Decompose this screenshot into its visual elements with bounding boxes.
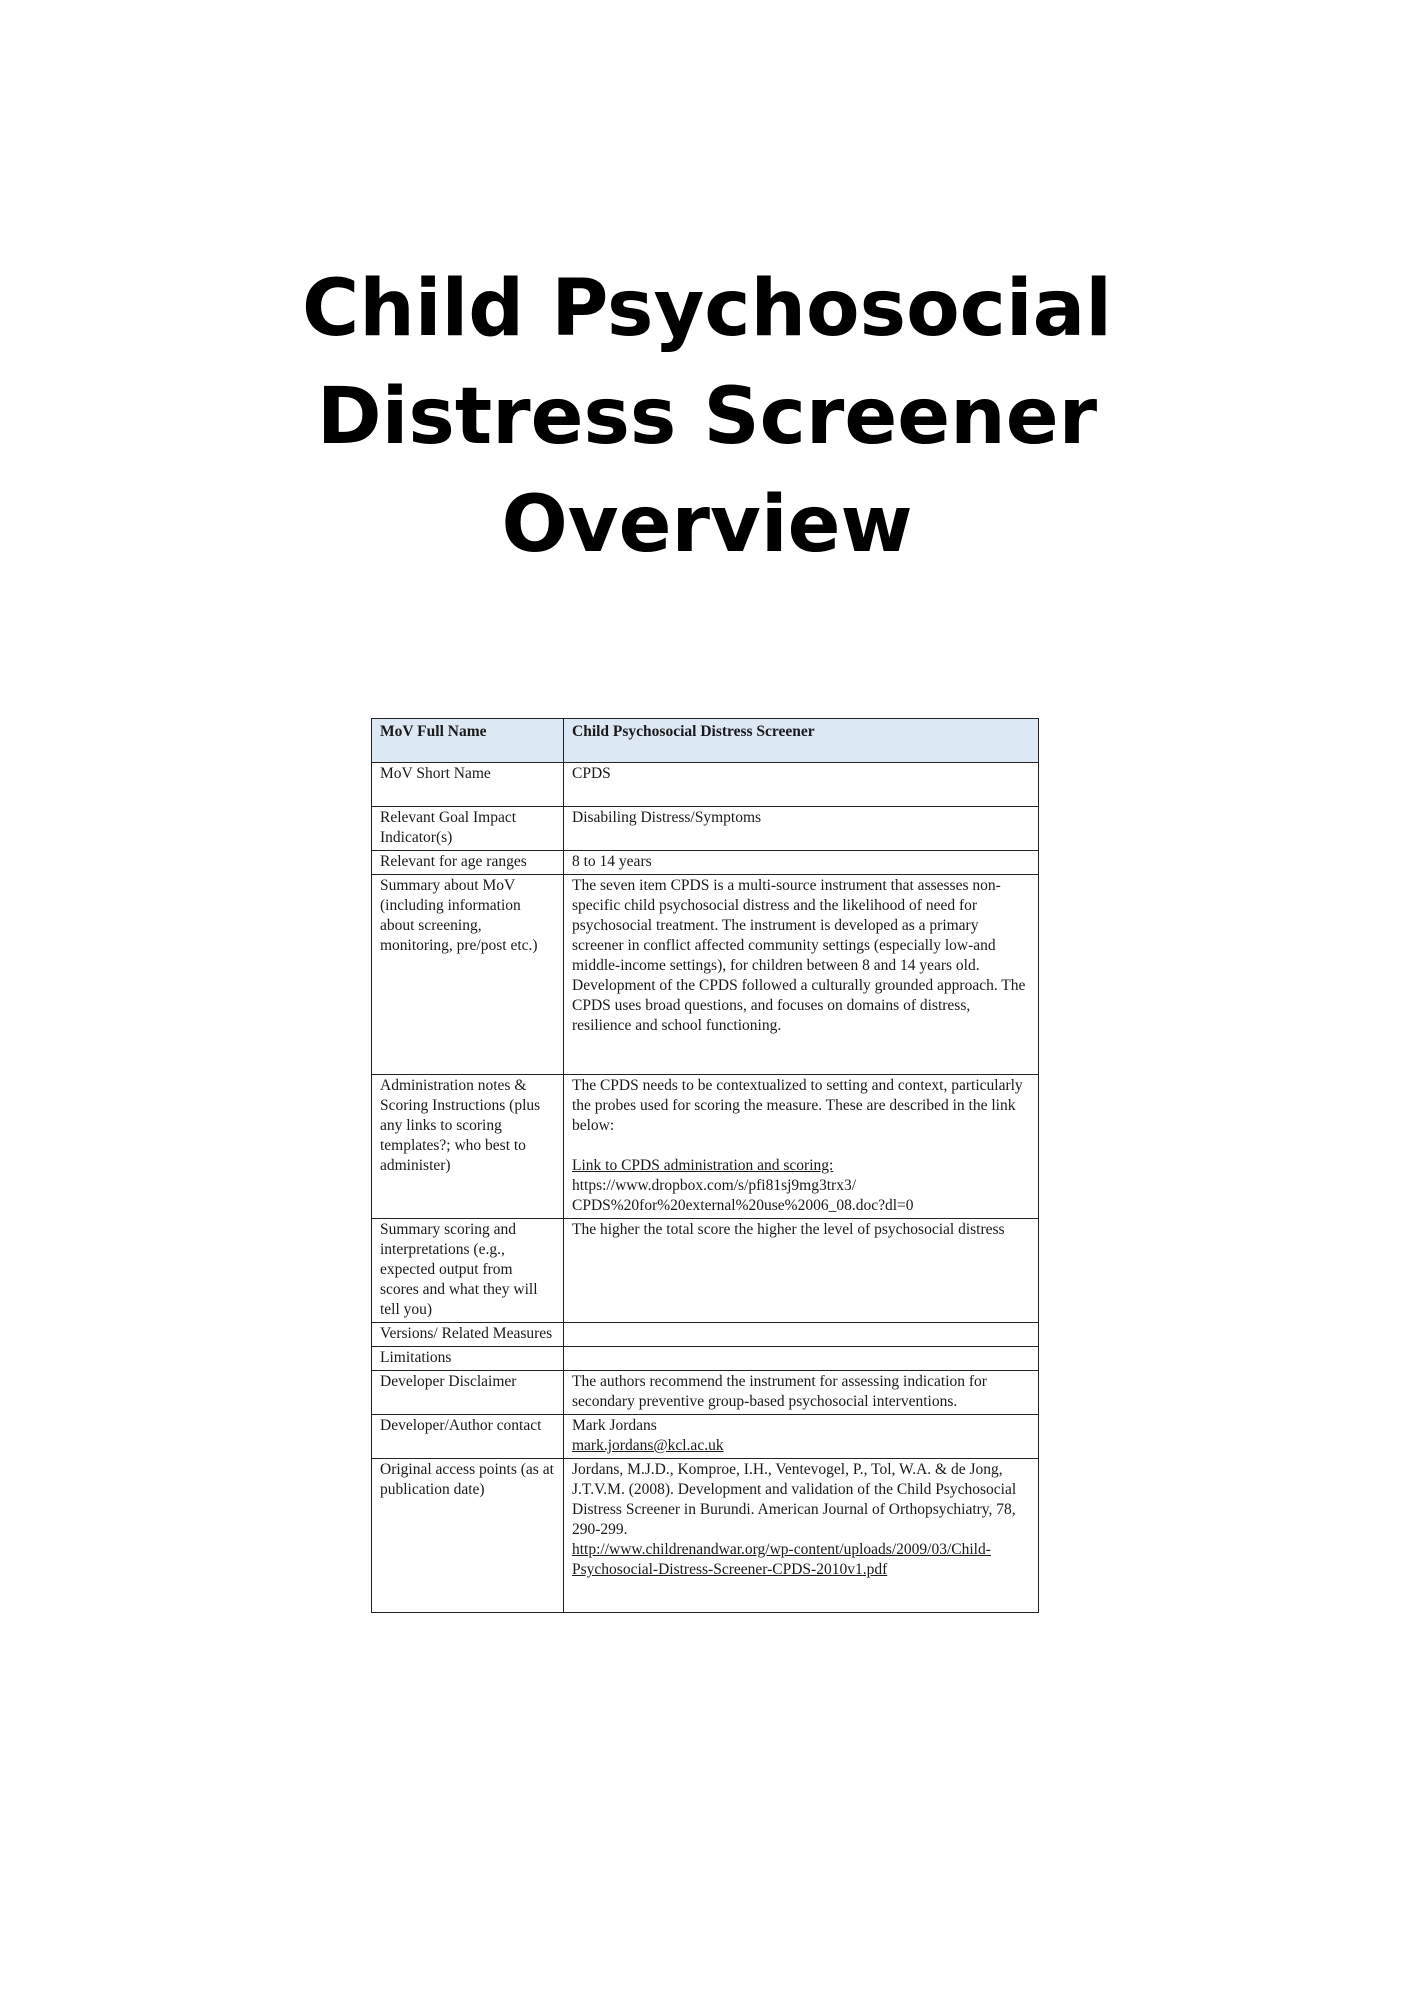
row-value-full-name: Child Psychosocial Distress Screener bbox=[564, 719, 1039, 763]
contact-name: Mark Jordans bbox=[572, 1417, 657, 1434]
row-label-access: Original access points (as at publication date) bbox=[372, 1459, 564, 1613]
table-row-administration bbox=[372, 1075, 1039, 1219]
table-row-disclaimer bbox=[372, 1371, 1039, 1415]
row-label-summary: Summary about MoV (including information about screening, monitoring, pre/post etc.) bbox=[372, 875, 564, 1075]
page-title-line-1: Child Psychosocial bbox=[301, 264, 1112, 354]
row-label-scoring: Summary scoring and interpretations (e.g., expected output from scores and what they will tell you) bbox=[372, 1219, 564, 1323]
row-label-contact: Developer/Author contact bbox=[372, 1415, 564, 1459]
row-value-disclaimer: The authors recommend the instrument for assessing indication for secondary preventive group-based psychosocial interventions. bbox=[564, 1371, 1039, 1415]
table-row-scoring bbox=[372, 1219, 1039, 1323]
row-value-short-name: CPDS bbox=[564, 763, 1039, 807]
table-row-limitations bbox=[372, 1347, 1039, 1371]
row-value-scoring: The higher the total score the higher the level of psychosocial distress bbox=[564, 1219, 1039, 1323]
page-title-line-3: Overview bbox=[501, 480, 913, 570]
administration-url-line-1: https://www.dropbox.com/s/pfi81sj9mg3trx3/ bbox=[572, 1177, 857, 1194]
contact-email-link[interactable]: mark.jordans@kcl.ac.uk bbox=[572, 1437, 724, 1454]
row-label-disclaimer: Developer Disclaimer bbox=[372, 1371, 564, 1415]
row-value-limitations bbox=[564, 1347, 1039, 1371]
row-value-versions bbox=[564, 1323, 1039, 1347]
row-label-administration: Administration notes & Scoring Instructions (plus any links to scoring templates?; who best to administer) bbox=[372, 1075, 564, 1219]
row-label-limitations: Limitations bbox=[372, 1347, 564, 1371]
row-value-access bbox=[564, 1459, 1039, 1613]
table-row-full-name bbox=[372, 719, 1039, 763]
page-title bbox=[0, 255, 1414, 579]
row-label-age-ranges: Relevant for age ranges bbox=[372, 851, 564, 875]
table-row-contact bbox=[372, 1415, 1039, 1459]
row-value-summary: The seven item CPDS is a multi-source instrument that assesses non-specific child psychosocial distress and the likelihood of need for psychosocial treatment. The instrument is developed as a primary screener in conflict affected community settings (especially low-and middle-income settings), for children between 8 and 14 years old. Development of the CPDS followed a culturally grounded approach. The CPDS uses broad questions, and focuses on domains of distress, resilience and school functioning. bbox=[564, 875, 1039, 1075]
row-label-versions: Versions/ Related Measures bbox=[372, 1323, 564, 1347]
table-row-versions bbox=[372, 1323, 1039, 1347]
access-citation: Jordans, M.J.D., Komproe, I.H., Ventevogel, P., Tol, W.A. & de Jong, J.T.V.M. (2008). Development and validation of the Child Psychosocial Distress Screener in Burundi. American Journal of Orthopsychiatry, 78, 290-299. bbox=[572, 1461, 1017, 1538]
administration-text: The CPDS needs to be contextualized to setting and context, particularly the probes used for scoring the measure. These are described in the link below: bbox=[572, 1077, 1023, 1134]
table-row-short-name bbox=[372, 763, 1039, 807]
row-value-contact bbox=[564, 1415, 1039, 1459]
table-row-age-ranges bbox=[372, 851, 1039, 875]
administration-link-label[interactable]: Link to CPDS administration and scoring: bbox=[572, 1157, 834, 1174]
access-url-link[interactable]: http://www.childrenandwar.org/wp-content/uploads/2009/03/Child-Psychosocial-Distress-Screener-CPDS-2010v1.pdf bbox=[572, 1541, 991, 1578]
table-row-goal-impact bbox=[372, 807, 1039, 851]
row-value-goal-impact: Disabiling Distress/Symptoms bbox=[564, 807, 1039, 851]
table-row-summary bbox=[372, 875, 1039, 1075]
page-title-line-2: Distress Screener bbox=[316, 372, 1098, 462]
row-value-age-ranges: 8 to 14 years bbox=[564, 851, 1039, 875]
row-value-administration bbox=[564, 1075, 1039, 1219]
row-label-short-name: MoV Short Name bbox=[372, 763, 564, 807]
row-label-full-name: MoV Full Name bbox=[372, 719, 564, 763]
row-label-goal-impact: Relevant Goal Impact Indicator(s) bbox=[372, 807, 564, 851]
measure-overview-table bbox=[371, 718, 1039, 1613]
administration-url-line-2: CPDS%20for%20external%20use%2006_08.doc?dl=0 bbox=[572, 1197, 914, 1214]
table-row-access bbox=[372, 1459, 1039, 1613]
